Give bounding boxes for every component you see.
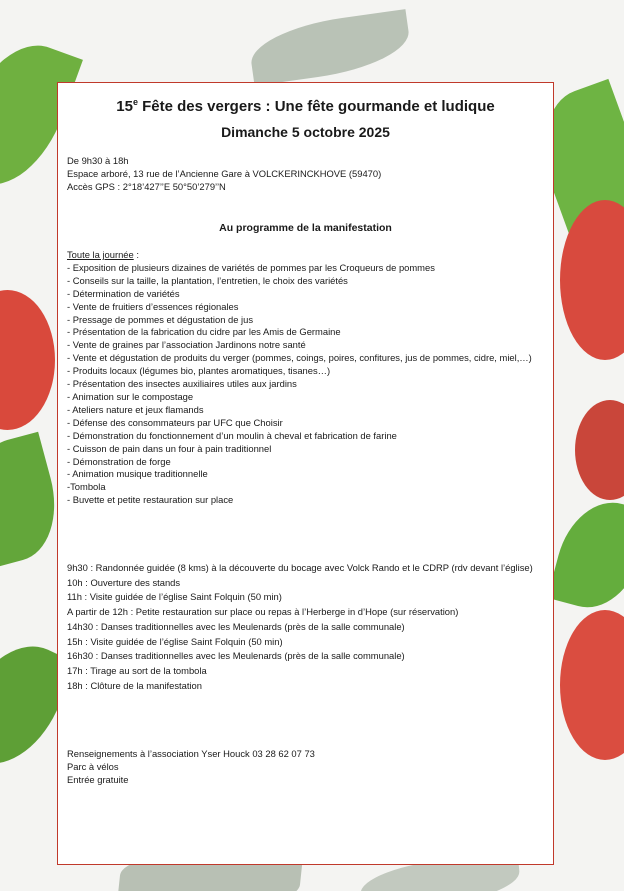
event-address: Espace arboré, 13 rue de l’Ancienne Gare à VOLCKERINCKHOVE (59470) (67, 167, 382, 179)
schedule-item: 14h30 : Danses traditionnelles avec les Meulenards (près de la salle communale) (67, 620, 405, 632)
title-text: Fête des vergers : Une fête gourmande et ludique (137, 98, 495, 115)
program-heading: Au programme de la manifestation (219, 222, 392, 234)
schedule-item: 10h : Ouverture des stands (67, 576, 181, 588)
all-day-list (67, 249, 542, 507)
apple-decoration (560, 610, 624, 760)
list-item: - Animation sur le compostage (67, 390, 194, 402)
flyer-frame (57, 82, 554, 865)
list-item: - Ateliers nature et jeux flamands (67, 403, 204, 415)
list-item: - Exposition de plusieurs dizaines de variétés de pommes par les Croqueurs de pommes (67, 261, 435, 273)
all-day-label: Toute la journée : (67, 249, 139, 260)
title-ordinal: e (132, 97, 138, 107)
bike-parking: Parc à vélos (67, 760, 119, 772)
event-info (67, 155, 381, 194)
schedule-item: 16h30 : Danses traditionnelles avec les Meulenards (près de la salle communale) (67, 650, 405, 662)
list-item: - Vente et dégustation de produits du verger (pommes, coings, poires, confitures, jus de pommes, cidre, miel,…) (67, 352, 532, 364)
event-date: Dimanche 5 octobre 2025 (221, 124, 390, 140)
list-item: - Produits locaux (légumes bio, plantes aromatiques, tisanes…) (67, 365, 331, 377)
schedule-item: 15h : Visite guidée de l’église Saint Folquin (50 min) (67, 635, 283, 647)
event-gps: Accès GPS : 2°18’427’’E 50°50’279’’N (67, 180, 226, 192)
list-item: - Démonstration de forge (67, 455, 171, 467)
list-item: - Présentation de la fabrication du cidre par les Amis de Germaine (67, 326, 341, 338)
list-item: - Vente de graines par l’association Jardinons notre santé (67, 339, 306, 351)
schedule-item: A partir de 12h : Petite restauration sur place ou repas à l’Herberge in d’Hope (sur réservation) (67, 606, 459, 618)
leaf-decoration (247, 9, 413, 86)
schedule-list (67, 561, 533, 693)
list-item: - Vente de fruitiers d’essences régionales (67, 300, 239, 312)
title-number: 15 (116, 98, 133, 115)
list-item: - Cuisson de pain dans un four à pain traditionnel (67, 442, 272, 454)
footer-info (67, 748, 315, 787)
list-item: -Tombola (67, 481, 106, 493)
apple-decoration (0, 290, 55, 430)
list-item: - Animation musique traditionnelle (67, 468, 208, 480)
list-item: - Présentation des insectes auxiliaires utiles aux jardins (67, 378, 297, 390)
list-item: - Pressage de pommes et dégustation de jus (67, 313, 254, 325)
apple-decoration (575, 400, 624, 500)
list-item: - Buvette et petite restauration sur place (67, 494, 234, 506)
list-item: - Démonstration du fonctionnement d’un moulin à cheval et fabrication de farine (67, 429, 397, 441)
list-item: - Défense des consommateurs par UFC que Choisir (67, 416, 283, 428)
schedule-item: 11h : Visite guidée de l’église Saint Folquin (50 min) (67, 591, 282, 603)
leaf-decoration (547, 492, 624, 619)
list-item: - Conseils sur la taille, la plantation, l’entretien, le choix des variétés (67, 274, 348, 286)
schedule-item: 17h : Tirage au sort de la tombola (67, 664, 207, 676)
entry-fee: Entrée gratuite (67, 773, 129, 785)
event-title (58, 97, 553, 115)
schedule-item: 9h30 : Randonnée guidée (8 kms) à la découverte du bocage avec Volck Rando et le CDRP (rdv devant l’église) (67, 562, 533, 573)
contact-info: Renseignements à l’association Yser Houck 03 28 62 07 73 (67, 748, 315, 759)
list-item: - Détermination de variétés (67, 287, 180, 299)
event-hours: De 9h30 à 18h (67, 155, 129, 166)
schedule-item: 18h : Clôture de la manifestation (67, 679, 202, 691)
